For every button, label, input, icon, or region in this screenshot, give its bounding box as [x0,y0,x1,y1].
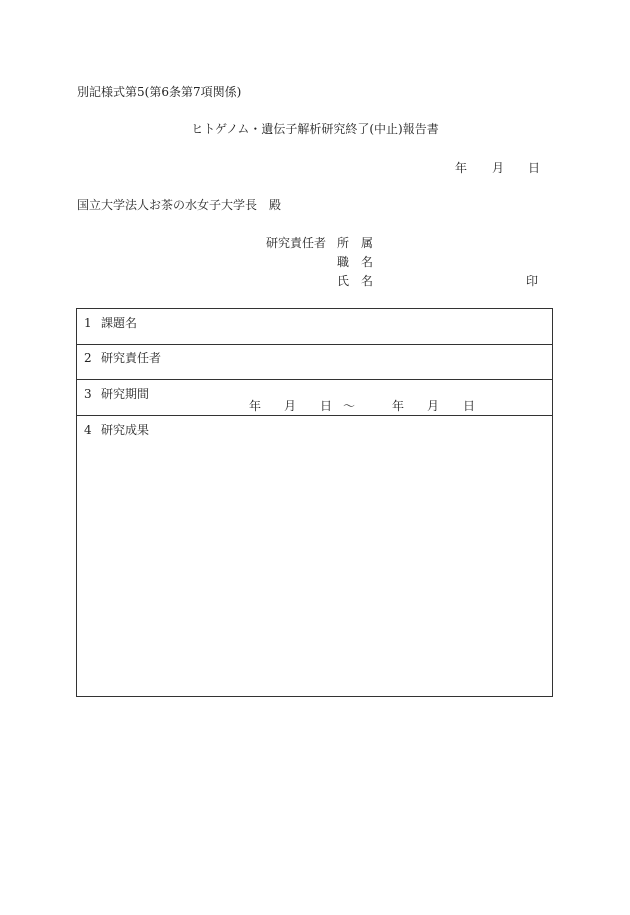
row-text: 研究期間 [101,387,150,401]
name-label: 氏 名 [337,274,374,288]
period-end-month: 月 [427,399,440,413]
date-month-label: 月 [492,161,505,175]
row-principal-investigator [77,344,552,380]
row-label [84,316,137,330]
row-number: 2 [84,351,92,365]
position-label: 職 名 [337,255,374,269]
row-label [84,351,161,365]
period-end-day: 日 [463,399,476,413]
period-start-day: 日 [320,399,333,413]
row-text: 研究責任者 [101,351,162,365]
row-research-period [77,380,552,416]
date-day-label: 日 [528,161,541,175]
report-table [76,308,553,697]
row-number: 3 [84,387,92,401]
addressee: 国立大学法人お茶の水女子大学長 殿 [77,198,282,212]
document-title: ヒトゲノム・遺伝子解析研究終了(中止)報告書 [191,122,439,136]
period-separator: 〜 [343,399,356,413]
row-text: 課題名 [101,316,138,330]
row-text: 研究成果 [101,423,150,437]
row-label [84,387,149,401]
seal-mark: 印 [526,274,539,288]
period-end-year: 年 [392,399,405,413]
period-start-year: 年 [249,399,262,413]
row-label [84,423,149,437]
row-number: 1 [84,316,92,330]
affiliation-label: 所 属 [337,236,374,250]
sender-label: 研究責任者 [266,236,327,250]
row-project-title [77,309,552,345]
date-year-label: 年 [455,161,468,175]
row-number: 4 [84,423,92,437]
row-research-results [77,416,552,698]
form-reference: 別記様式第5(第6条第7項関係) [77,85,242,99]
period-start-month: 月 [284,399,297,413]
